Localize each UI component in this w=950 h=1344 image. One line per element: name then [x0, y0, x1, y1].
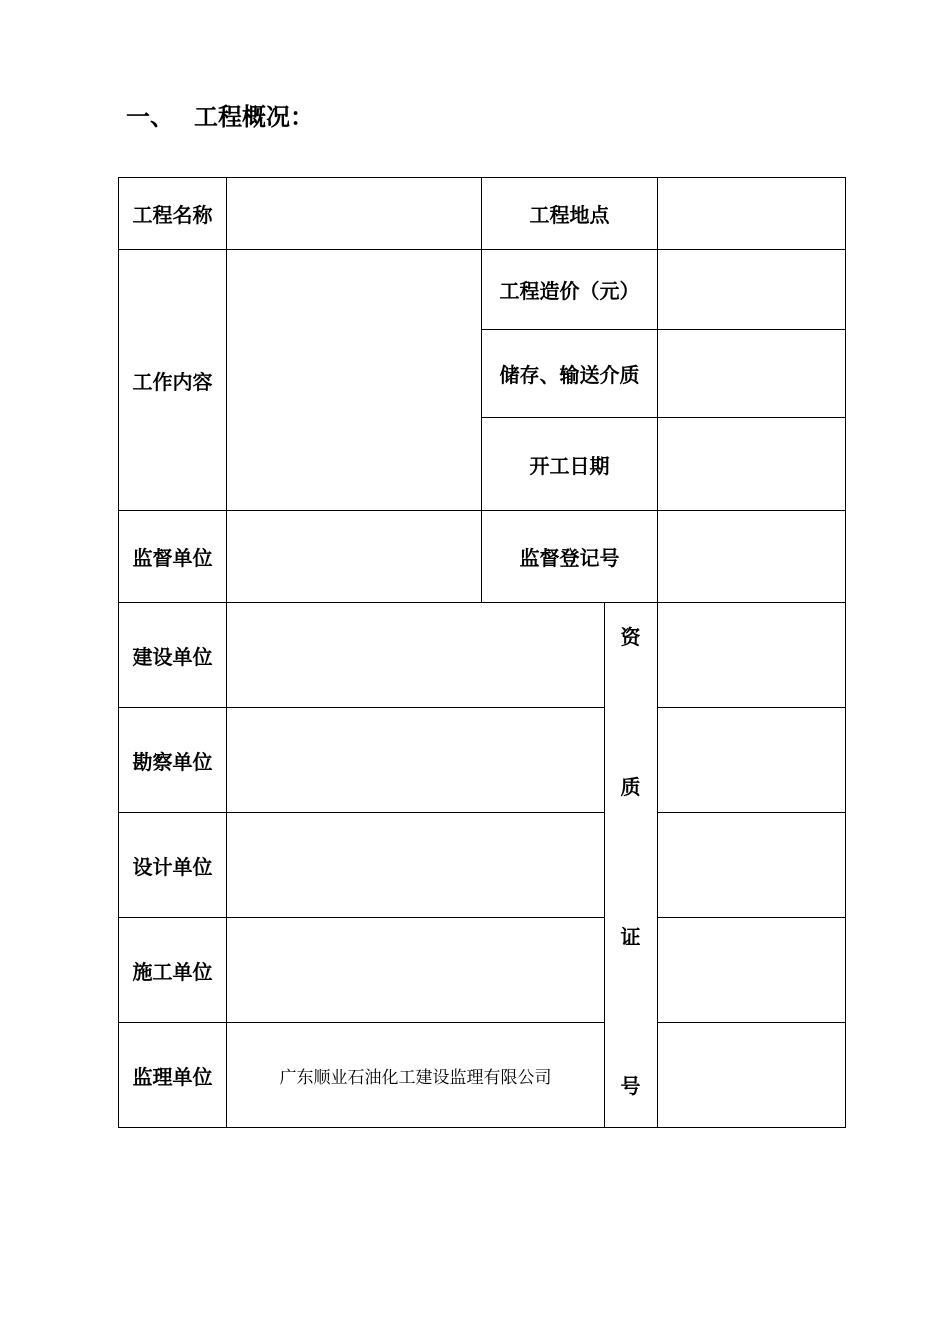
- unit-name-field[interactable]: [227, 603, 604, 707]
- unit-label: 施工单位: [132, 959, 213, 984]
- supervision-unit-field[interactable]: [227, 511, 481, 602]
- unit-name-field[interactable]: 广东顺业石油化工建设监理有限公司: [279, 1067, 552, 1088]
- unit-name-field[interactable]: [227, 708, 604, 812]
- qualification-char: 资: [620, 625, 641, 649]
- unit-label: 建设单位: [132, 644, 213, 669]
- unit-label: 设计单位: [132, 854, 213, 879]
- unit-name-field[interactable]: [227, 918, 604, 1022]
- unit-cert-field[interactable]: [658, 813, 845, 917]
- supervision-reg-label: 监督登记号: [519, 546, 620, 570]
- section-number: 一、: [126, 103, 174, 131]
- unit-cert-field[interactable]: [658, 1023, 845, 1127]
- section-heading: [126, 100, 314, 134]
- project-name-field[interactable]: [227, 178, 481, 249]
- medium-label: 储存、输送介质: [499, 363, 640, 387]
- table-divider: [604, 603, 605, 1128]
- unit-cert-field[interactable]: [658, 603, 845, 707]
- project-cost-field[interactable]: [658, 250, 845, 329]
- project-name-label: 工程名称: [132, 203, 213, 227]
- start-date-field[interactable]: [658, 418, 845, 510]
- work-content-label: 工作内容: [132, 369, 213, 394]
- project-location-label: 工程地点: [529, 203, 610, 227]
- supervision-unit-label: 监督单位: [132, 546, 213, 570]
- start-date-label: 开工日期: [529, 453, 610, 478]
- medium-field[interactable]: [658, 330, 845, 417]
- qualification-char: 质: [620, 775, 641, 799]
- table-border-bottom: [118, 1127, 846, 1128]
- unit-cert-field[interactable]: [658, 918, 845, 1022]
- work-content-field[interactable]: [227, 250, 481, 510]
- unit-label: 勘察单位: [132, 749, 213, 774]
- qualification-char: 号: [620, 1074, 641, 1098]
- unit-cert-field[interactable]: [658, 708, 845, 812]
- section-title: 工程概况：: [194, 103, 314, 131]
- qualification-char: 证: [620, 925, 641, 949]
- table-border-right: [845, 177, 846, 1128]
- unit-label: 监理单位: [132, 1064, 213, 1089]
- project-cost-label: 工程造价（元）: [499, 279, 640, 303]
- project-location-field[interactable]: [658, 178, 845, 249]
- unit-name-field[interactable]: [227, 813, 604, 917]
- supervision-reg-field[interactable]: [658, 511, 845, 602]
